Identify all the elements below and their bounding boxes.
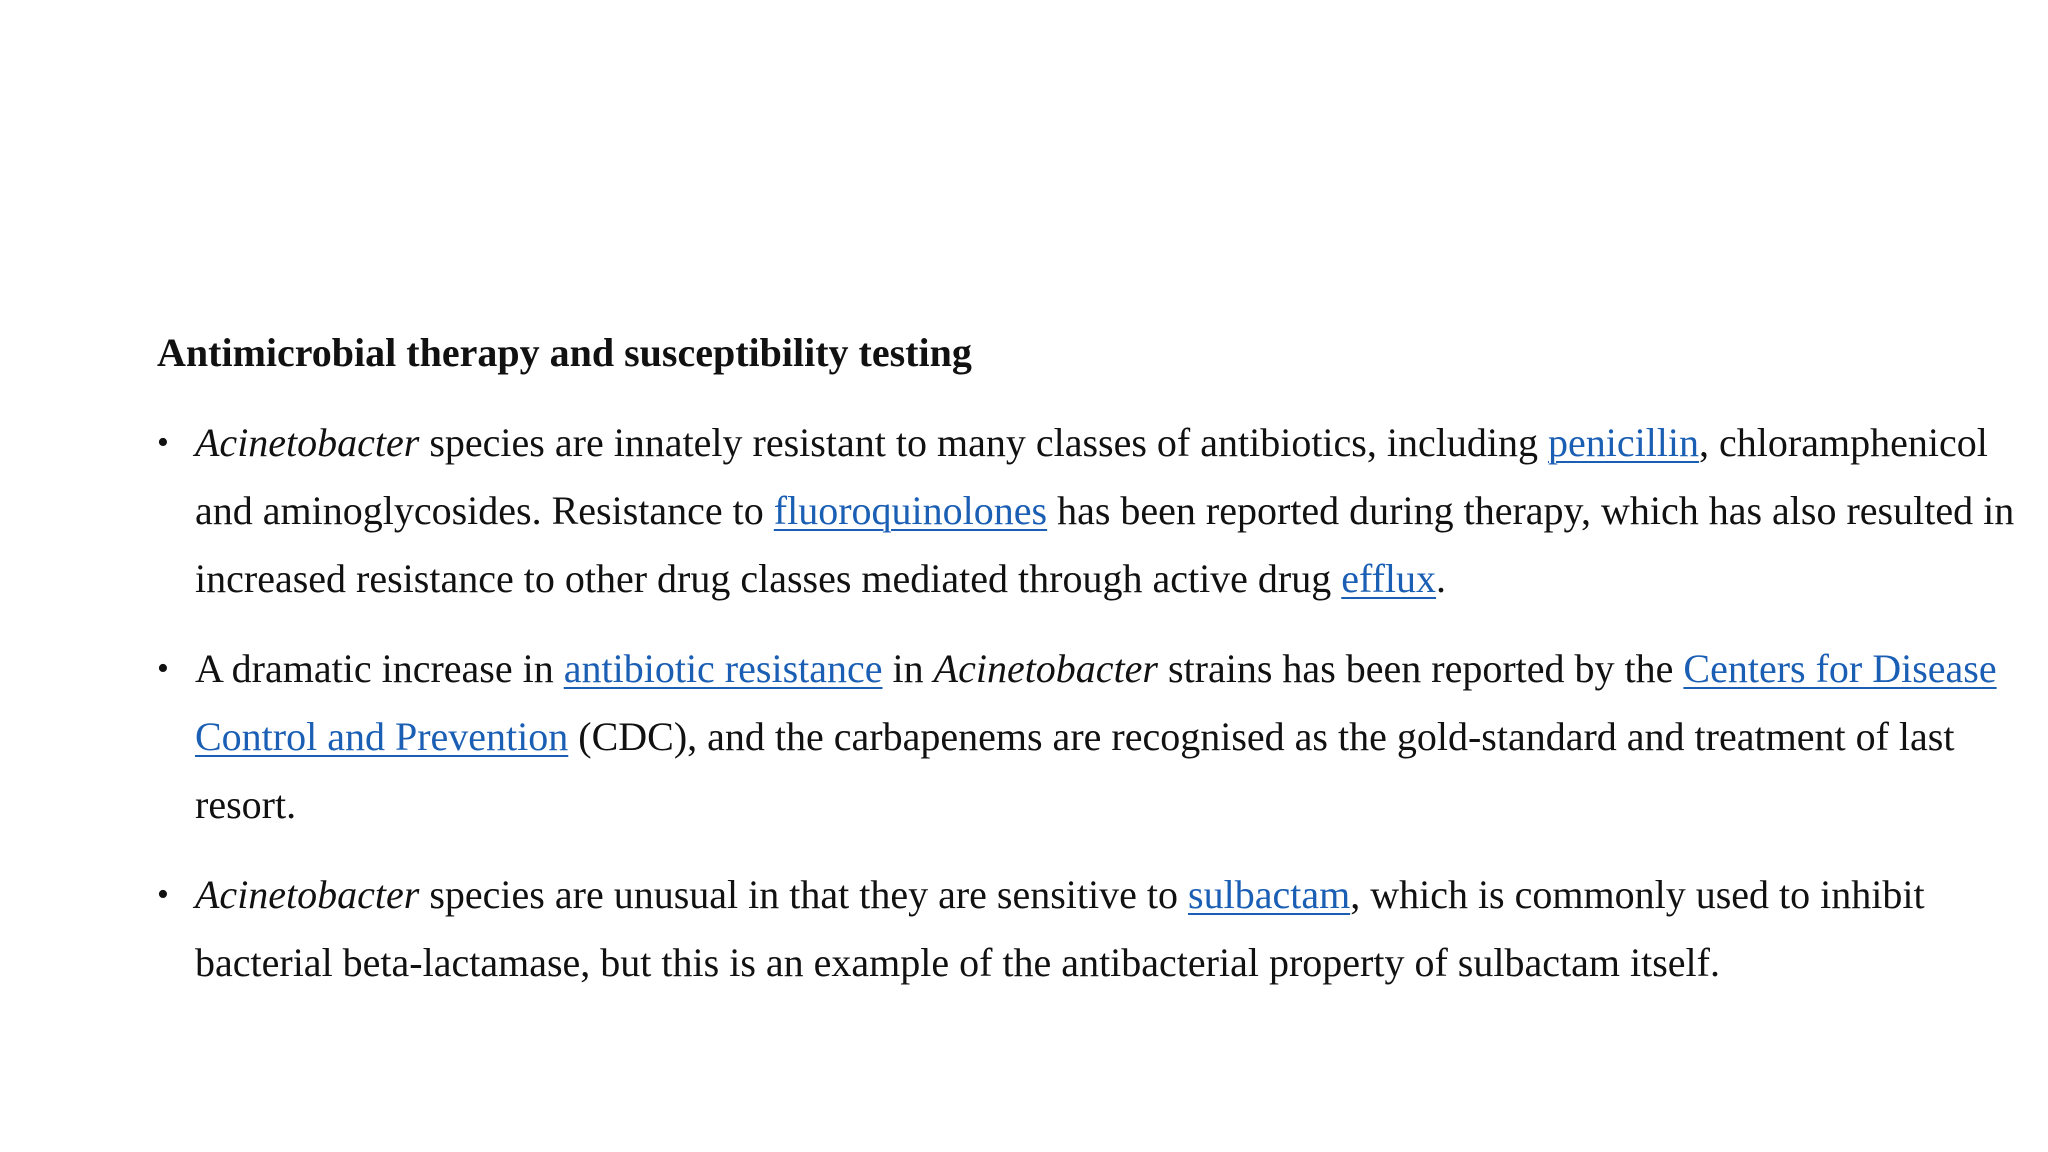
- bullet-item-cdc-report: [157, 635, 2048, 839]
- bullet-text: has been reported during therapy, which has also resulted in increased resistance to other drug classes mediated through active drug: [195, 488, 2015, 601]
- link-penicillin[interactable]: penicillin: [1547, 420, 1700, 465]
- bullet-icon: •: [157, 424, 169, 461]
- link-cdc[interactable]: Centers for Disease Control and Prevention: [195, 646, 1997, 759]
- bullet-item-sulbactam: [157, 861, 2048, 997]
- genus-name: Acinetobacter: [195, 420, 420, 465]
- bullet-text: .: [1436, 556, 1447, 601]
- bullet-text: A dramatic increase in: [195, 646, 564, 691]
- link-antibiotic-resistance[interactable]: antibiotic resistance: [563, 646, 883, 691]
- bullet-text: species are unusual in that they are sensitive to: [419, 872, 1189, 917]
- bullet-text: , which is commonly used to inhibit bacterial beta-lactamase, but this is an example of the antibacterial property of sulbactam itself.: [195, 872, 1925, 985]
- link-efflux[interactable]: efflux: [1341, 556, 1437, 601]
- bullet-icon: •: [157, 650, 169, 687]
- genus-name: Acinetobacter: [195, 872, 420, 917]
- bullet-text: species are innately resistant to many classes of antibiotics, including: [419, 420, 1548, 465]
- section-heading: Antimicrobial therapy and susceptibility testing: [157, 330, 972, 375]
- bullet-icon: •: [157, 876, 169, 913]
- link-fluoroquinolones[interactable]: fluoroquinolones: [773, 488, 1048, 533]
- bullet-item-resistance-classes: [157, 409, 2048, 613]
- bullet-text: (CDC), and the carbapenems are recognised as the gold-standard and treatment of last resort.: [195, 714, 1955, 827]
- link-sulbactam[interactable]: sulbactam: [1188, 872, 1351, 917]
- bullet-text: , chloramphenicol and aminoglycosides. Resistance to: [195, 420, 1988, 533]
- bullet-list: [157, 409, 2015, 997]
- genus-name: Acinetobacter: [933, 646, 1158, 691]
- bullet-text: in: [882, 646, 934, 691]
- bullet-text: strains has been reported by the: [1158, 646, 1684, 691]
- article-section: [157, 325, 2015, 1019]
